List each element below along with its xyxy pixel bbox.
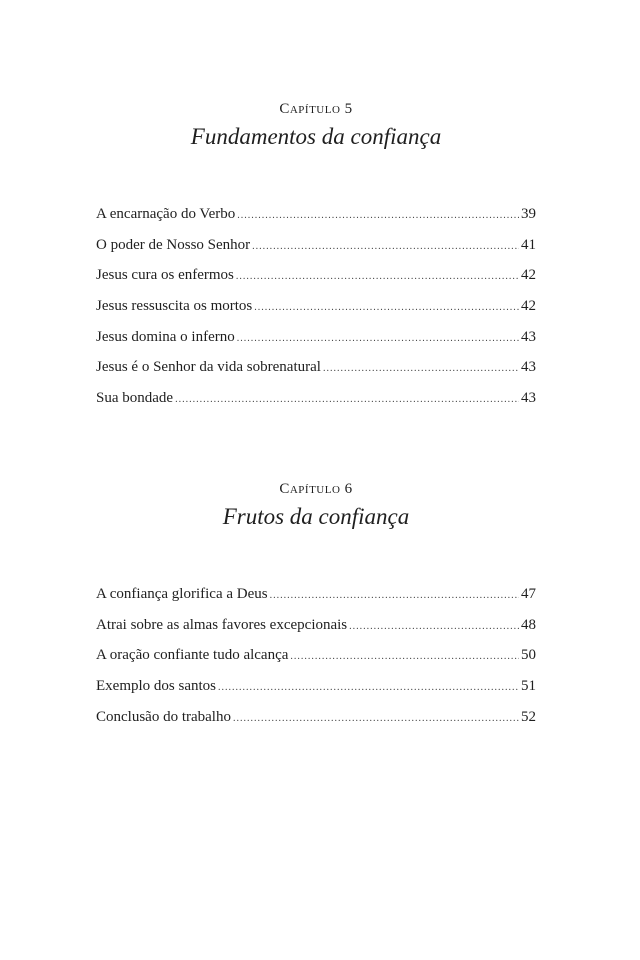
dot-leader <box>218 673 519 704</box>
chapter-title: Fundamentos da confiança <box>190 124 442 149</box>
toc-entry[interactable] <box>96 260 536 291</box>
dot-leader <box>237 201 519 232</box>
dot-leader <box>323 354 519 385</box>
dot-leader <box>270 581 519 612</box>
dot-leader <box>349 612 519 643</box>
toc-entry-title: Conclusão do trabalho <box>96 708 231 725</box>
toc-entry-title: Jesus cura os enfermos <box>96 267 234 284</box>
chapter-6-section <box>96 480 536 732</box>
toc-entry[interactable] <box>96 579 536 610</box>
toc-entry-page: 41 <box>521 236 536 253</box>
dot-leader <box>236 262 519 293</box>
toc-list <box>96 199 536 414</box>
toc-entry[interactable] <box>96 322 536 353</box>
toc-entry[interactable] <box>96 291 536 322</box>
dot-leader <box>175 385 519 416</box>
toc-entry-page: 47 <box>521 586 536 602</box>
toc-entry-title: A confiança glorifica a Deus <box>96 586 268 602</box>
toc-entry-page: 43 <box>521 390 536 407</box>
toc-entry-title: A encarnação do Verbo <box>96 206 236 222</box>
chapter-5-section <box>96 100 536 414</box>
toc-entry-page: 50 <box>521 647 536 664</box>
toc-entry-title: Sua bondade <box>96 390 174 407</box>
dot-leader <box>290 642 519 673</box>
toc-entry[interactable] <box>96 671 536 702</box>
toc-entry[interactable] <box>96 352 536 383</box>
dot-leader <box>252 232 519 263</box>
chapter-label: Capítulo 5 <box>279 101 353 117</box>
toc-entry-page: 52 <box>521 708 536 725</box>
chapter-label: Capítulo 6 <box>279 481 353 497</box>
toc-entry[interactable] <box>96 230 536 261</box>
toc-entry-title: Jesus é o Senhor da vida sobrenatural <box>96 359 321 376</box>
toc-entry-title: O poder de Nosso Senhor <box>96 236 251 253</box>
toc-entry-title: Jesus domina o inferno <box>96 328 235 345</box>
dot-leader <box>237 324 519 355</box>
toc-entry-page: 42 <box>521 298 536 315</box>
toc-entry-page: 51 <box>521 678 536 695</box>
toc-entry-page: 43 <box>521 359 536 376</box>
toc-entry[interactable] <box>96 199 536 230</box>
toc-entry[interactable] <box>96 383 536 414</box>
chapter-title: Frutos da confiança <box>222 504 410 529</box>
toc-list <box>96 579 536 732</box>
dot-leader <box>254 293 519 324</box>
toc-entry-title: Atrai sobre as almas favores excepcionais <box>96 616 348 633</box>
toc-entry[interactable] <box>96 702 536 733</box>
toc-entry-page: 42 <box>521 267 536 284</box>
toc-entry-page: 43 <box>521 328 536 345</box>
toc-entry-title: Exemplo dos santos <box>96 678 216 695</box>
toc-entry-title: Jesus ressuscita os mortos <box>96 298 253 315</box>
toc-entry[interactable] <box>96 610 536 641</box>
toc-entry-page: 48 <box>521 616 536 633</box>
toc-entry-title: A oração confiante tudo alcança <box>96 647 289 664</box>
dot-leader <box>233 704 519 735</box>
toc-entry-page: 39 <box>521 206 536 222</box>
toc-entry[interactable] <box>96 640 536 671</box>
